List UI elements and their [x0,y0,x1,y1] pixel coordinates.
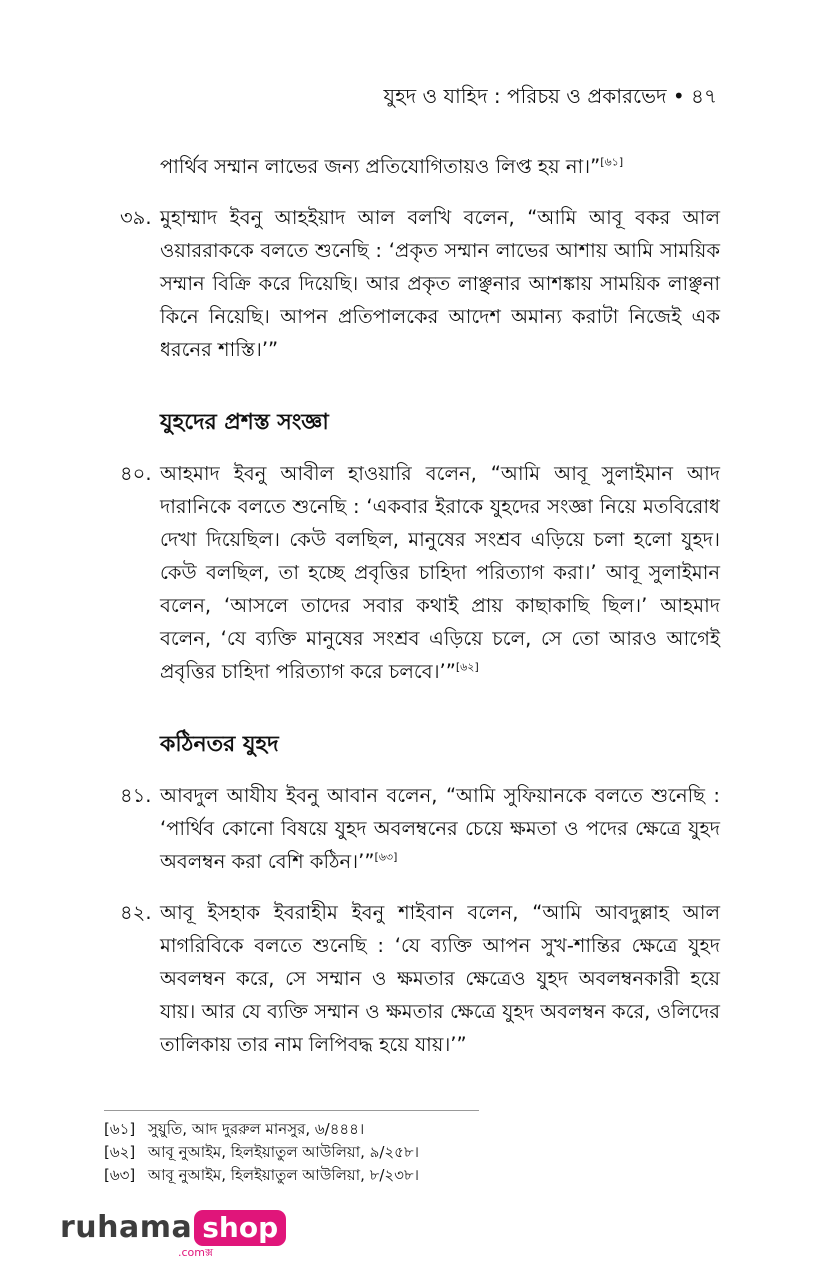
footnote-mark: [৬১] [104,1120,136,1138]
logo-domain: .comক্স [178,1246,214,1259]
footnote [104,1118,419,1141]
entry-number: ৪২. [120,901,152,924]
section-heading: কঠিনতর যুহদ [160,732,279,757]
section-heading: যুহদের প্রশস্ত সংজ্ঞা [160,410,329,435]
footnote-text: সুয়ুতি, আদ দুররুল মানসুর, ৬/৪৪৪। [148,1120,365,1138]
entry-body [160,457,720,688]
entry-text: আবদুল আযীয ইবনু আবান বলেন, “আমি সুফিয়ানকে বলতে শুনেছি : ‘পার্থিব কোনো বিষয়ে যুহদ অবলম্বনের চেয়ে ক্ষমতা ও পদের ক্ষেত্রে যুহদ অবলম্বন করা বেশি কঠিন।’” [160,784,720,873]
entry-text: আহমাদ ইবনু আবীল হাওয়ারি বলেন, “আমি আবূ সুলাইমান আদ দারানিকে বলতে শুনেছি : ‘একবার ইরাকে যুহদের সংজ্ঞা নিয়ে মতবিরোধ দেখা দিয়েছিল। কেউ বলছিল, মানুষের সংশ্রব এড়িয়ে চলা হলো যুহদ। কেউ বলছিল, তা হচ্ছে প্রবৃত্তির চাহিদা পরিত্যাগ করা।’ আবূ সুলাইমান বলেন, ‘আসলে তাদের সবার কথাই প্রায় কাছাকাছি ছিল।’ আহমাদ বলেন, ‘যে ব্যক্তি মানুষের সংশ্রব এড়িয়ে চলে, সে তো আরও আগেই প্রবৃত্তির চাহিদা পরিত্যাগ করে চলবে।’” [160,462,720,683]
entry-number: ৪১. [120,784,152,807]
entry-number: ৩৯. [120,206,152,229]
logo-wordmark: ruhama [60,1210,193,1245]
continuation-paragraph [120,150,720,183]
ruhamashop-logo[interactable] [60,1210,286,1259]
footnote-mark: [৬২] [104,1143,136,1161]
entry-40 [120,457,720,688]
logo-shop-badge: shop [194,1210,286,1246]
entry-42 [120,896,720,1061]
footnote-text: আবূ নুআইম, হিলইয়াতুল আউলিয়া, ৯/২৫৮। [148,1143,420,1161]
footnote [104,1141,419,1164]
footnote-mark: [৬৩] [104,1166,136,1184]
footnotes [104,1118,419,1187]
entry-number: ৪০. [120,462,152,485]
footnote-text: আবূ নুআইম, হিলইয়াতুল আউলিয়া, ৮/২৩৮। [148,1166,420,1184]
footnote-divider [104,1110,479,1111]
footnote-ref[interactable]: [৬১] [600,155,624,169]
entry-39 [120,201,720,366]
footnote-ref[interactable]: [৬৩] [374,850,398,864]
entry-text: আবূ ইসহাক ইবরাহীম ইবনু শাইবান বলেন, “আমি আবদুল্লাহ আল মাগরিবিকে বলতে শুনেছি : ‘যে ব্যক্তি আপন সুখ-শান্তির ক্ষেত্রে যুহদ অবলম্বন করে, সে সম্মান ও ক্ষমতার ক্ষেত্রেও যুহদ অবলম্বনকারী হয়ে যায়। আর যে ব্যক্তি সম্মান ও ক্ষমতার ক্ষেত্রে যুহদ অবলম্বন করে, ওলিদের তালিকায় তার নাম লিপিবদ্ধ হয়ে যায়।’” [160,901,720,1056]
footnote [104,1164,419,1187]
entry-41 [120,779,720,878]
entry-text: মুহাম্মাদ ইবনু আহইয়াদ আল বলখি বলেন, “আমি আবূ বকর আল ওয়াররাককে বলতে শুনেছি : ‘প্রকৃত সম্মান লাভের আশায় আমি সাময়িক সম্মান বিক্রি করে দিয়েছি। আর প্রকৃত লাঞ্ছনার আশঙ্কায় সাময়িক লাঞ্ছনা কিনে নিয়েছি। আপন প্রতিপালকের আদেশ অমান্য করাটা নিজেই এক ধরনের শাস্তি।’” [160,206,720,361]
page-body [120,150,720,1061]
footnote-ref[interactable]: [৬২] [455,660,479,674]
running-header: যুহদ ও যাহিদ : পরিচয় ও প্রকারভেদ • ৪৭ [383,84,717,108]
entry-body [160,779,720,878]
continuation-text: পার্থিব সম্মান লাভের জন্য প্রতিযোগিতায়ও লিপ্ত হয় না।” [160,155,601,178]
